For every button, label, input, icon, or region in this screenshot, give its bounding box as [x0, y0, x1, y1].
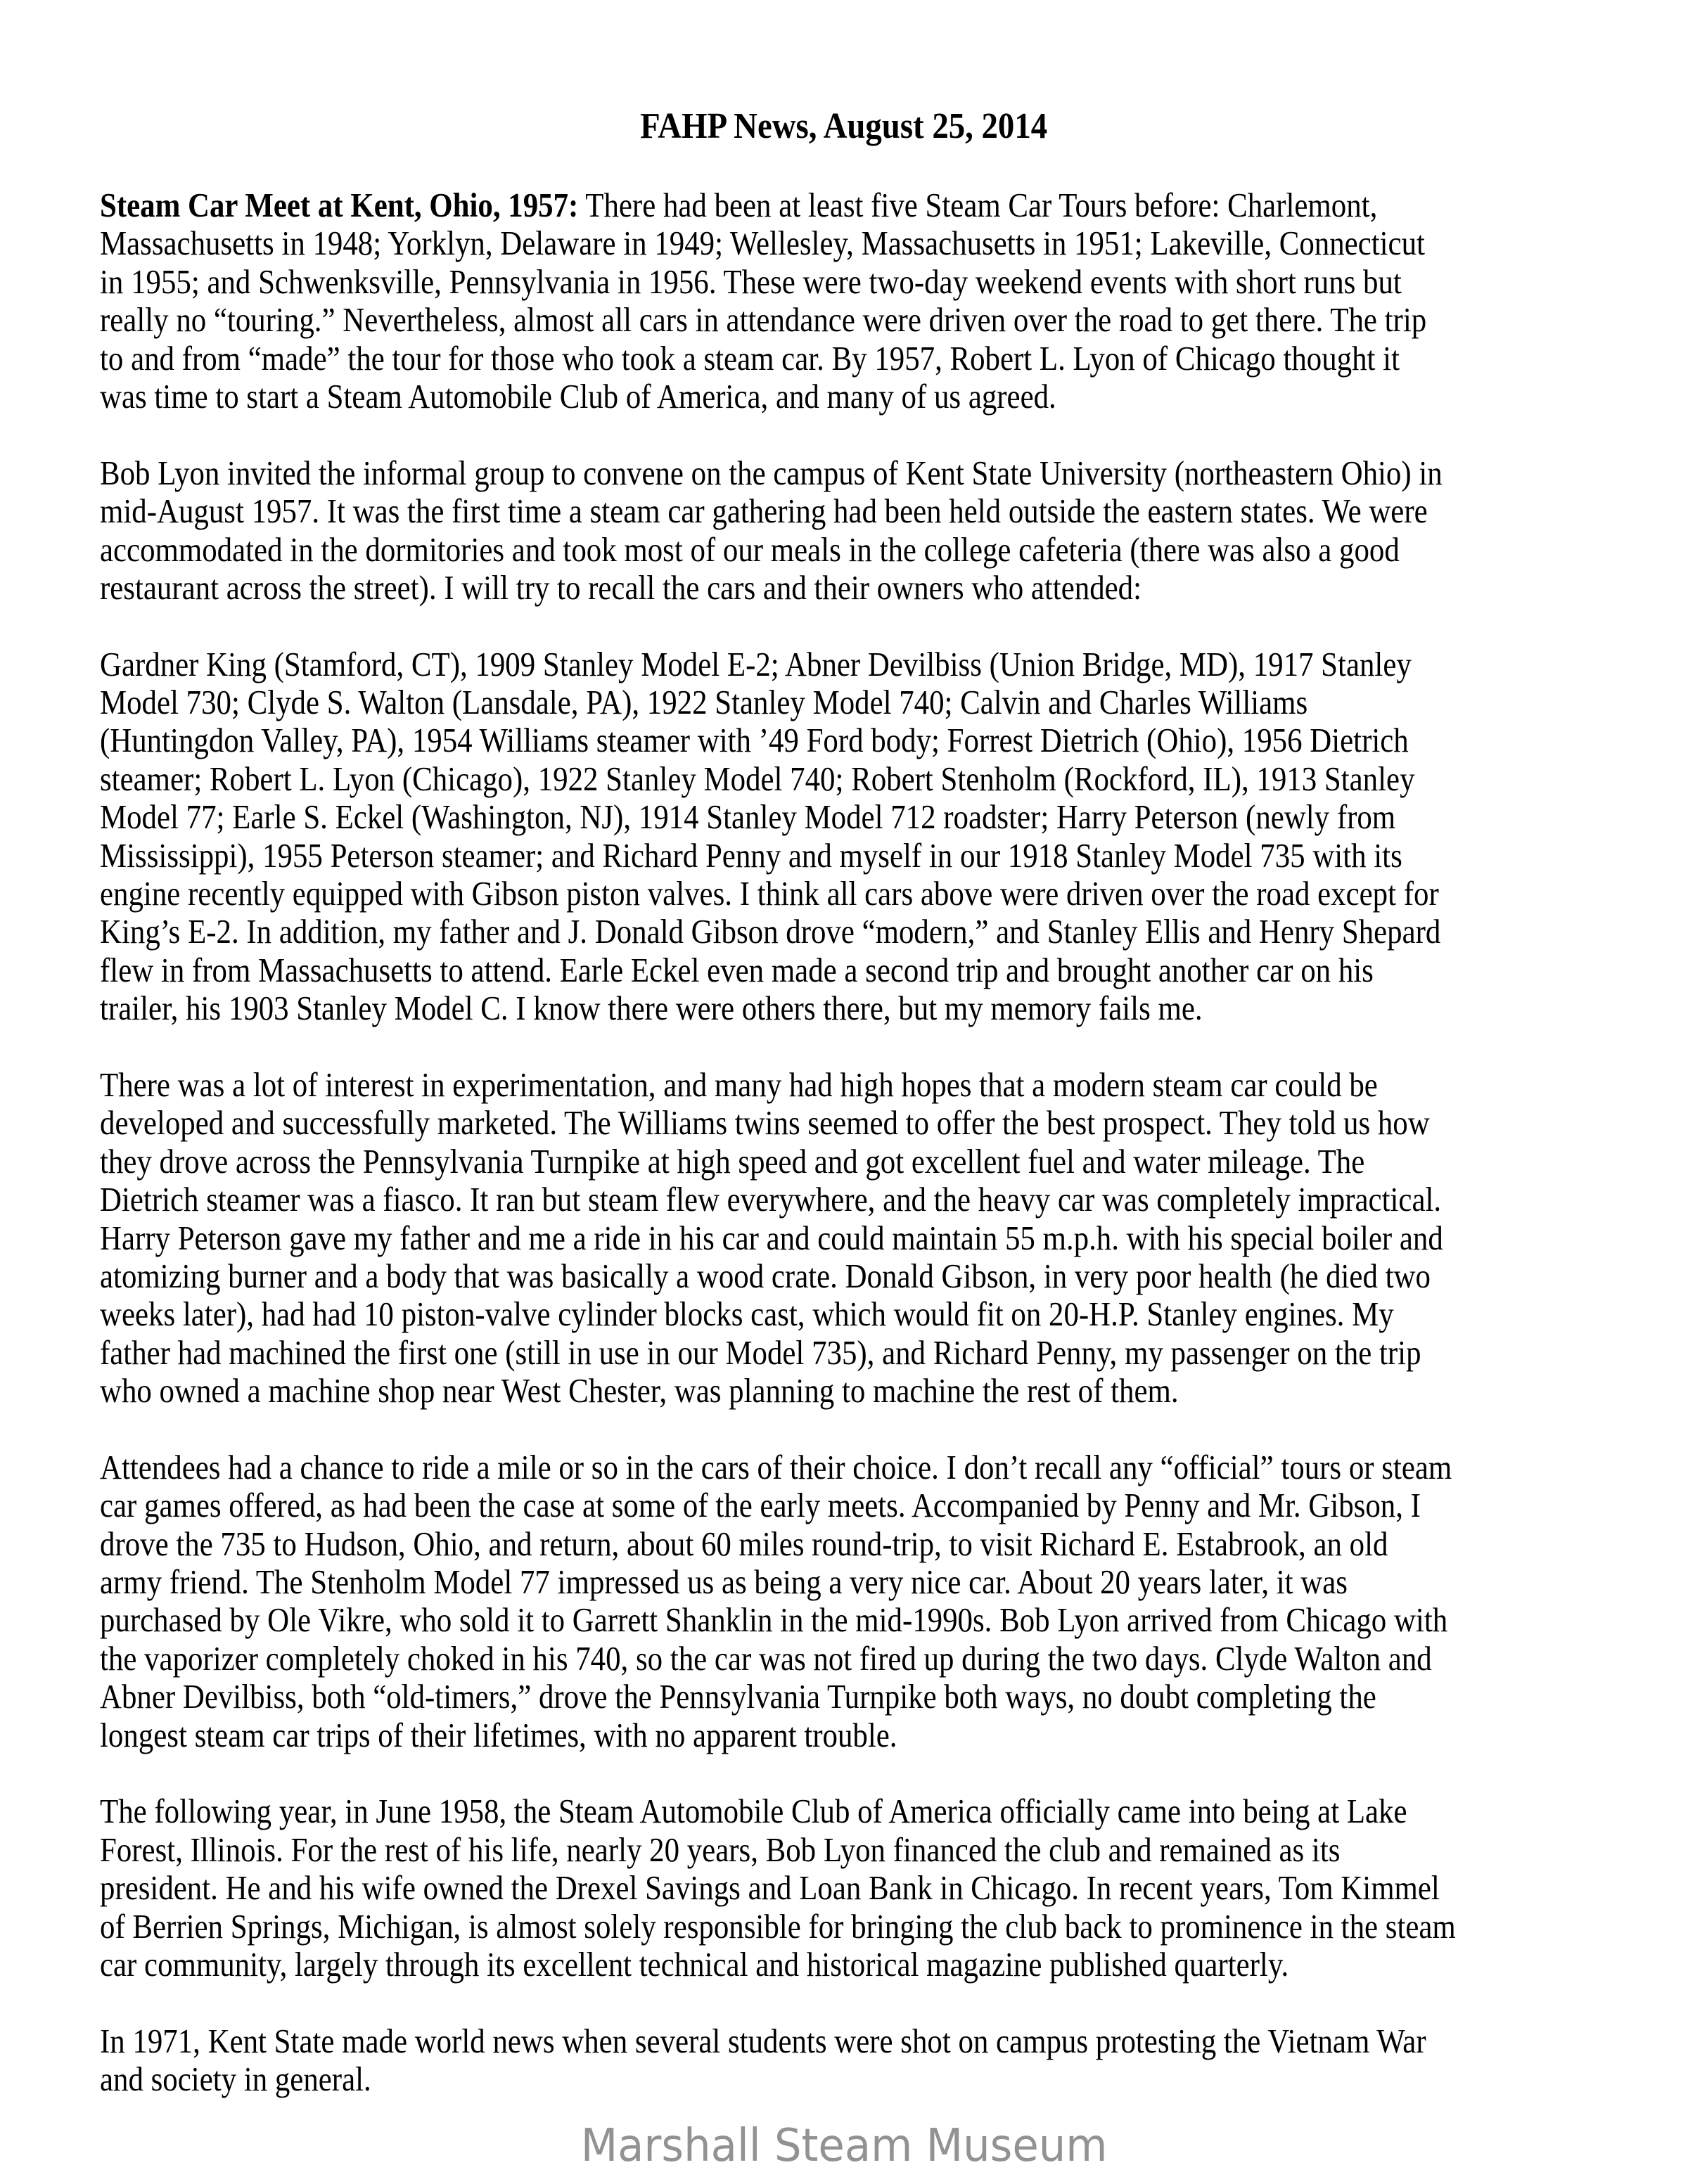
line-text: purchased by Ole Vikre, who sold it to Garrett Shanklin in the mid-1990s. Bob Lyon arrived from Chicago with	[100, 1600, 1448, 1640]
text-line	[100, 989, 1454, 1027]
text-line	[100, 2060, 1454, 2098]
text-line	[100, 1716, 1454, 1754]
line-text: engine recently equipped with Gibson piston valves. I think all cars above were driven over the road except for	[100, 874, 1439, 913]
text-line	[100, 1563, 1454, 1601]
text-line	[100, 1908, 1454, 1946]
line-text: longest steam car trips of their lifetimes, with no apparent trouble.	[100, 1715, 897, 1754]
text-line	[100, 492, 1454, 530]
text-line	[100, 721, 1454, 759]
text-line	[100, 1640, 1454, 1678]
text-line	[100, 1066, 1454, 1104]
text-line	[100, 1143, 1454, 1181]
text-line	[100, 1181, 1454, 1219]
text-line	[100, 1525, 1454, 1563]
line-text: was time to start a Steam Automobile Club of America, and many of us agreed.	[100, 376, 1056, 416]
text-line	[100, 837, 1454, 875]
text-line	[100, 1678, 1454, 1716]
paragraph	[100, 1448, 1647, 1754]
line-text: Mississippi), 1955 Peterson steamer; and Richard Penny and myself in our 1918 Stanley Model 735 with its	[100, 835, 1402, 875]
text-line	[100, 340, 1454, 378]
line-text: There had been at least five Steam Car Tours before: Charlemont,	[578, 186, 1378, 224]
line-text: Model 730; Clyde S. Walton (Lansdale, PA), 1922 Stanley Model 740; Calvin and Charles Williams	[100, 683, 1308, 722]
line-text: they drove across the Pennsylvania Turnpike at high speed and got excellent fuel and water mileage. The	[100, 1141, 1365, 1181]
line-text: Harry Peterson gave my father and me a ride in his car and could maintain 55 m.p.h. with his special boiler and	[100, 1218, 1443, 1257]
line-text: really no “touring.” Nevertheless, almost all cars in attendance were driven over the road to get there. The trip	[100, 300, 1427, 340]
line-text: to and from “made” the tour for those who took a steam car. By 1957, Robert L. Lyon of Chicago thought it	[100, 338, 1400, 378]
text-line	[100, 569, 1454, 607]
text-line	[100, 2022, 1454, 2060]
line-text: atomizing burner and a body that was basically a wood crate. Donald Gibson, in very poor health (he died two	[100, 1256, 1431, 1295]
text-line	[100, 263, 1454, 301]
text-line	[100, 531, 1454, 569]
text-line	[100, 1295, 1454, 1333]
line-text: drove the 735 to Hudson, Ohio, and return, about 60 miles round-trip, to visit Richard E. Estabrook, an old	[100, 1524, 1388, 1563]
text-line	[100, 951, 1454, 989]
line-text: Forest, Illinois. For the rest of his life, nearly 20 years, Bob Lyon financed the club and remained as its	[100, 1830, 1341, 1869]
watermark-text: Marshall Steam Museum	[580, 2120, 1108, 2172]
line-text: There was a lot of interest in experimentation, and many had high hopes that a modern steam car could be	[100, 1065, 1378, 1104]
text-line	[100, 186, 1454, 224]
text-line	[100, 760, 1454, 798]
text-line	[100, 1372, 1454, 1410]
line-text: King’s E-2. In addition, my father and J. Donald Gibson drove “modern,” and Stanley Ellis and Henry Shepard	[100, 912, 1441, 951]
line-text: Dietrich steamer was a fiasco. It ran but steam flew everywhere, and the heavy car was completely impractical.	[100, 1180, 1442, 1219]
article-body	[100, 186, 1647, 2137]
line-text: father had machined the first one (still in use in our Model 735), and Richard Penny, my passenger on the trip	[100, 1332, 1421, 1372]
paragraph	[100, 2022, 1647, 2099]
paragraph-lead: Steam Car Meet at Kent, Ohio, 1957:	[100, 186, 579, 224]
line-text: Model 77; Earle S. Eckel (Washington, NJ), 1914 Stanley Model 712 roadster; Harry Peterson (newly from	[100, 797, 1396, 837]
line-text: car games offered, as had been the case at some of the early meets. Accompanied by Penny and Mr. Gibson, I	[100, 1486, 1421, 1525]
line-text: of Berrien Springs, Michigan, is almost solely responsible for bringing the club back to prominence in the steam	[100, 1906, 1456, 1946]
line-text: trailer, his 1903 Stanley Model C. I know there were others there, but my memory fails me.	[100, 989, 1203, 1028]
page-title	[0, 103, 1688, 150]
text-line	[100, 1601, 1454, 1639]
line-text: flew in from Massachusetts to attend. Earle Eckel even made a second trip and brought another car on his	[100, 950, 1374, 989]
text-line	[100, 875, 1454, 913]
paragraph	[100, 1066, 1647, 1411]
text-line	[100, 1946, 1454, 1984]
line-text: In 1971, Kent State made world news when several students were shot on campus protesting the Vietnam War	[100, 2021, 1426, 2060]
text-line	[100, 224, 1454, 262]
text-line	[100, 454, 1454, 492]
line-text: developed and successfully marketed. The Williams twins seemed to offer the best prospect. They told us how	[100, 1103, 1430, 1143]
line-text: steamer; Robert L. Lyon (Chicago), 1922 Stanley Model 740; Robert Stenholm (Rockford, IL), 1913 Stanley	[100, 759, 1415, 798]
text-line	[100, 913, 1454, 951]
line-text: Abner Devilbiss, both “old-timers,” drove the Pennsylvania Turnpike both ways, no doubt completing the	[100, 1677, 1376, 1716]
text-line	[100, 798, 1454, 836]
line-text: accommodated in the dormitories and took most of our meals in the college cafeteria (there was also a good	[100, 529, 1400, 569]
text-line	[100, 1219, 1454, 1257]
line-text: president. He and his wife owned the Drexel Savings and Loan Bank in Chicago. In recent years, Tom Kimmel	[100, 1868, 1440, 1908]
line-text: The following year, in June 1958, the Steam Automobile Club of America officially came into being at Lake	[100, 1792, 1407, 1831]
line-text: Attendees had a chance to ride a mile or so in the cars of their choice. I don’t recall any “official” tours or steam	[100, 1447, 1452, 1486]
text-line	[100, 1486, 1454, 1524]
text-line	[100, 1831, 1454, 1869]
line-text: restaurant across the street). I will try to recall the cars and their owners who attended:	[100, 567, 1142, 607]
line-text: car community, largely through its excellent technical and historical magazine published quarterly.	[100, 1944, 1289, 1984]
line-text: who owned a machine shop near West Chester, was planning to machine the rest of them.	[100, 1371, 1179, 1411]
text-line	[100, 301, 1454, 339]
text-line	[100, 1792, 1454, 1830]
line-text: in 1955; and Schwenksville, Pennsylvania in 1956. These were two-day weekend events with short runs but	[100, 262, 1402, 301]
line-text: and society in general.	[100, 2060, 371, 2099]
line-text: Gardner King (Stamford, CT), 1909 Stanley Model E-2; Abner Devilbiss (Union Bridge, MD), 1917 Stanley	[100, 644, 1412, 683]
line-text: the vaporizer completely choked in his 740, so the car was not fired up during the two days. Clyde Walton and	[100, 1638, 1432, 1678]
text-line	[100, 1448, 1454, 1486]
paragraph	[100, 1792, 1647, 1984]
text-line	[100, 1257, 1454, 1295]
text-line	[100, 683, 1454, 721]
paragraph	[100, 454, 1647, 608]
line-text: army friend. The Stenholm Model 77 impressed us as being a very nice car. About 20 years later, it was	[100, 1562, 1348, 1602]
line-text: (Huntingdon Valley, PA), 1954 Williams steamer with ’49 Ford body; Forrest Dietrich (Ohio), 1956 Dietrich	[100, 721, 1409, 760]
line-text: Massachusetts in 1948; Yorklyn, Delaware in 1949; Wellesley, Massachusetts in 1951; Lakeville, Connecticut	[100, 224, 1425, 263]
text-line	[100, 378, 1454, 416]
text-line	[100, 1104, 1454, 1142]
line-text: weeks later), had had 10 piston-valve cylinder blocks cast, which would fit on 20-H.P. Stanley engines. My	[100, 1295, 1394, 1334]
title-text: FAHP News, August 25, 2014	[640, 106, 1048, 146]
text-line	[100, 1334, 1454, 1372]
paragraph	[100, 186, 1647, 416]
line-text: mid-August 1957. It was the first time a steam car gathering had been held outside the eastern states. We were	[100, 492, 1428, 531]
text-line	[100, 1869, 1454, 1907]
paragraph	[100, 645, 1647, 1028]
text-line	[100, 645, 1454, 683]
line-text: Bob Lyon invited the informal group to convene on the campus of Kent State University (northeastern Ohio) in	[100, 453, 1443, 492]
